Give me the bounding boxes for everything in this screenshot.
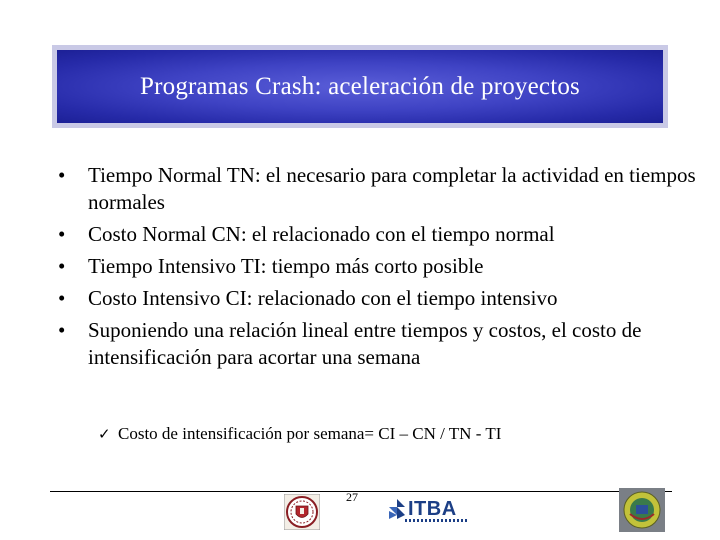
- bullet-text: Suponiendo una relación lineal entre tiempos y costos, el costo de intensificación para acortar una semana: [88, 318, 642, 369]
- bullet-text: Tiempo Intensivo TI: tiempo más corto posible: [88, 254, 484, 278]
- title-box: [57, 50, 663, 123]
- checkmark-icon: ✓: [98, 425, 111, 443]
- sub-bullet: [98, 424, 501, 444]
- itba-emblem-icon: [388, 498, 406, 520]
- bullet-dot-icon: •: [58, 286, 66, 310]
- bullet-text: Tiempo Normal TN: el necesario para completar la actividad en tiempos normales: [88, 163, 696, 214]
- bullet-list: [58, 162, 698, 376]
- institution-crest-icon: [619, 488, 665, 532]
- bullet-dot-icon: •: [58, 222, 66, 246]
- page-number: 27: [346, 490, 358, 504]
- itba-tagline-decoration: [405, 519, 469, 522]
- bullet-item: [58, 253, 698, 280]
- bullet-item: [58, 221, 698, 248]
- university-seal-icon: [284, 494, 320, 530]
- bullet-dot-icon: •: [58, 254, 66, 278]
- bullet-text: Costo Normal CN: el relacionado con el tiempo normal: [88, 222, 555, 246]
- sub-bullet-text: Costo de intensificación por semana= CI – CN / TN - TI: [118, 424, 502, 443]
- itba-logo-text: ITBA: [408, 497, 457, 520]
- slide-title: Programas Crash: aceleración de proyectos: [140, 72, 580, 100]
- bullet-item: [58, 162, 698, 216]
- bullet-text: Costo Intensivo CI: relacionado con el tiempo intensivo: [88, 286, 558, 310]
- title-frame: [52, 45, 668, 128]
- bullet-dot-icon: •: [58, 163, 66, 187]
- bullet-item: [58, 317, 698, 371]
- bullet-dot-icon: •: [58, 318, 66, 342]
- bullet-item: [58, 285, 698, 312]
